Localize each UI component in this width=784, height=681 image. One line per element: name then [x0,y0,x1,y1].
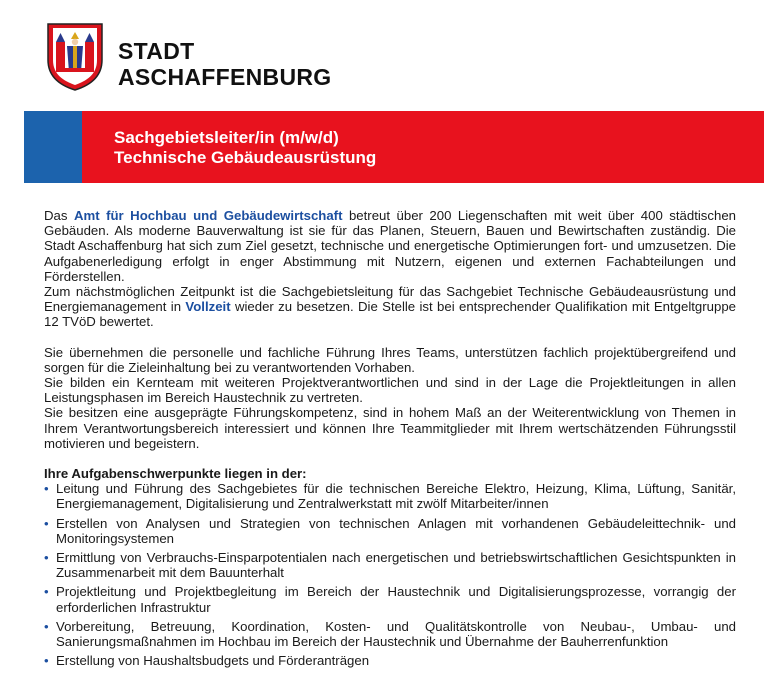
task-text: Leitung und Führung des Sachgebietes für die technischen Bereiche Elektro, Heizung, Klima, Lüftung, Sanitär, Energiemanagement, Digitalisierung und Zentralwerkstatt mit zwölf Mitarbeiter/innen [56,481,736,512]
job-title-line2: Technische Gebäudeausrüstung [114,148,377,167]
intro-text-start: Das [44,208,74,223]
intro-text-rest: betreut über 200 Liegenschaften mit weit über 400 städtischen Gebäuden. Als moderne Bauverwaltung ist sie für das Planen, Steuern, Bauen und Bewirtschaften zuständig. Die Stadt Aschaffenburg hat sich zum Ziel gesetzt, technische und energetische Optimierungen fort- und umzusetzen. Die Aufgabenerledigung erfolgt in enger Abstimmung mit Nutzern, eigenen und externen Fachabteilungen und Förderstellen. [44,208,736,284]
banner-accent [24,111,82,183]
job-description [44,208,736,672]
list-item [44,550,736,580]
task-text: Vorbereitung, Betreuung, Koordination, Kosten- und Qualitätskontrolle von Neubau-, Umbau- und Sanierungsmaßnahmen im Hochbau im Bereich der Haustechnik und Übernahme der Bauherrenfunktion [56,618,736,650]
role-paragraph-3: Sie besitzen eine ausgeprägte Führungskompetenz, sind in hohem Maß an der Weiterentwicklung von Themen in Ihrem Verantwortungsbereich interessiert und können Ihre Teammitglieder mit Ihrem wertschätzenden Führungsstil motivieren und begeistern. [44,405,736,451]
position-paragraph [44,284,736,330]
bullet-icon: • [44,584,49,600]
position-text-rest: wieder zu besetzen. Die Stelle ist bei entsprechender Qualifikation mit Entgeltgruppe 12 TVöD bewertet. [44,299,736,330]
list-item [44,619,736,649]
list-item [44,653,736,668]
tasks-list [44,481,736,668]
position-text-start: Zum nächstmöglichen Zeitpunkt ist die Sachgebietsleitung für das Sachgebiet Technische Gebäudeausrüstung und Energiemanagement in [44,284,736,315]
department-name: Amt für Hochbau und Gebäudewirtschaft [73,208,343,223]
task-text: Projektleitung und Projektbegleitung im Bereich der Haustechnik und Digitalisierungsprozesse, vorrangig der erforderlichen Infrastruktur [56,584,736,615]
bullet-icon: • [44,618,49,634]
city-name-line1: STADT [118,38,195,64]
fulltime-label: Vollzeit [185,299,231,315]
bullet-icon: • [44,481,49,497]
city-crest-icon [46,22,104,92]
list-item [44,584,736,614]
job-title-banner [24,111,764,183]
job-title-line1: Sachgebietsleiter/in (m/w/d) [114,128,339,147]
role-paragraph-1: Sie übernehmen die personelle und fachliche Führung Ihres Teams, unterstützen fachlich projektübergreifend und sorgen für die Zieleinhaltung bei zu verantwortenden Vorhaben. [44,344,736,375]
city-name [118,38,331,90]
job-title [114,128,376,168]
list-item [44,516,736,546]
tasks-heading: Ihre Aufgabenschwerpunkte liegen in der: [44,466,307,482]
list-item [44,481,736,511]
task-text: Erstellung von Haushaltsbudgets und Förderanträgen [56,653,370,669]
task-text: Erstellen von Analysen und Strategien von technischen Anlagen mit vorhandenen Gebäudeleittechnik- und Monitoringsystemen [56,515,736,546]
bullet-icon: • [44,515,49,531]
role-paragraph-2: Sie bilden ein Kernteam mit weiteren Projektverantwortlichen und sind in der Lage die Projektleitungen in allen Leistungsphasen im Bereich Haustechnik zu vertreten. [44,375,736,406]
bullet-icon: • [44,550,49,566]
logo [46,22,346,92]
intro-paragraph [44,208,736,284]
bullet-icon: • [44,653,49,669]
task-text: Ermittlung von Verbrauchs-Einsparpotentialen nach energetischen und betriebswirtschaftlichen Gesichtspunkten in Zusammenarbeit mit dem Bauunterhalt [56,550,736,581]
city-name-line2: ASCHAFFENBURG [118,64,332,90]
